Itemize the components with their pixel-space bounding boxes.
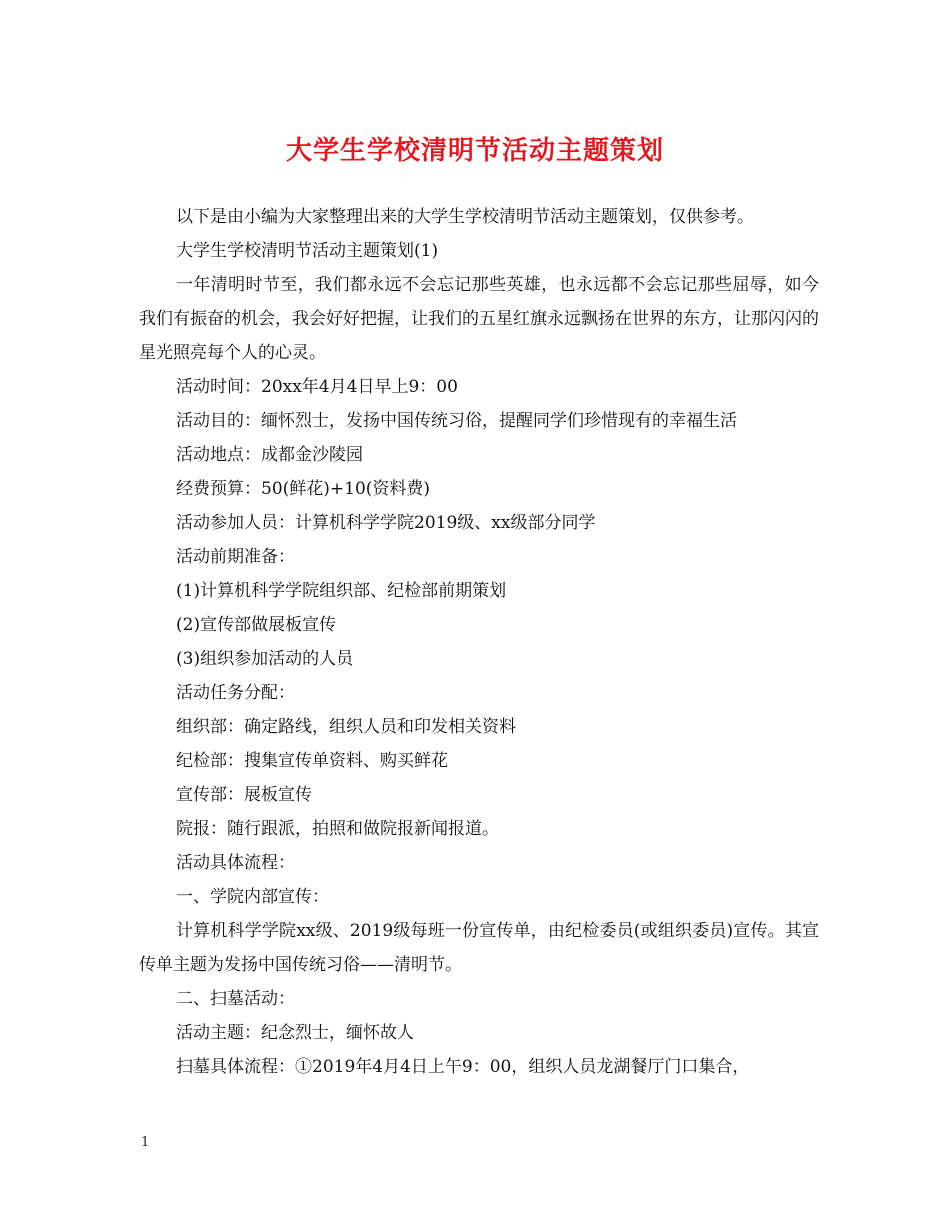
document-body bbox=[139, 200, 819, 1084]
preparation-item: (2)宣传部做展板宣传 bbox=[176, 615, 337, 635]
task-heading: 活动任务分配： bbox=[176, 683, 295, 703]
tomb-sweeping-process: 扫墓具体流程：①2019年4月4日上午9：00，组织人员龙湖餐厅门口集合， bbox=[176, 1057, 750, 1077]
activity-location: 活动地点：成都金沙陵园 bbox=[176, 445, 363, 465]
intro-line: 以下是由小编为大家整理出来的大学生学校清明节活动主题策划，仅供参考。 bbox=[176, 207, 754, 227]
preparation-item: (1)计算机科学学院组织部、纪检部前期策划 bbox=[176, 581, 507, 601]
publicity-paragraph: 计算机科学学院xx级、2019级每班一份宣传单，由纪检委员(或组织委员)宣传。其宣传单主题为发扬中国传统习俗——清明节。 bbox=[139, 921, 819, 975]
participants: 活动参加人员：计算机科学学院2019级、xx级部分同学 bbox=[176, 513, 596, 533]
activity-time: 活动时间：20xx年4月4日早上9：00 bbox=[176, 377, 458, 397]
intro-paragraph: 一年清明时节至，我们都永远不会忘记那些英雄，也永远都不会忘记那些屈辱，如今我们有振奋的机会，我会好好把握，让我们的五星红旗永远飘扬在世界的东方，让那闪闪的星光照亮每个人的心灵。 bbox=[139, 275, 819, 363]
page-number: 1 bbox=[141, 1135, 150, 1150]
activity-theme: 活动主题：纪念烈士，缅怀故人 bbox=[176, 1023, 414, 1043]
budget: 经费预算：50(鲜花)+10(资料费) bbox=[176, 479, 431, 499]
task-item: 组织部：确定路线，组织人员和印发相关资料 bbox=[176, 717, 516, 737]
process-step-heading: 二、扫墓活动： bbox=[176, 989, 295, 1009]
task-item: 院报：随行跟派，拍照和做院报新闻报道。 bbox=[176, 819, 499, 839]
task-item: 纪检部：搜集宣传单资料、购买鲜花 bbox=[176, 751, 448, 771]
preparation-item: (3)组织参加活动的人员 bbox=[176, 649, 354, 669]
document-title: 大学生学校清明节活动主题策划 bbox=[285, 136, 664, 166]
preparation-heading: 活动前期准备： bbox=[176, 547, 295, 567]
process-heading: 活动具体流程： bbox=[176, 853, 295, 873]
activity-purpose: 活动目的：缅怀烈士，发扬中国传统习俗，提醒同学们珍惜现有的幸福生活 bbox=[176, 411, 737, 431]
process-step-heading: 一、学院内部宣传： bbox=[176, 887, 329, 907]
section-heading: 大学生学校清明节活动主题策划(1) bbox=[176, 241, 439, 261]
task-item: 宣传部：展板宣传 bbox=[176, 785, 312, 805]
